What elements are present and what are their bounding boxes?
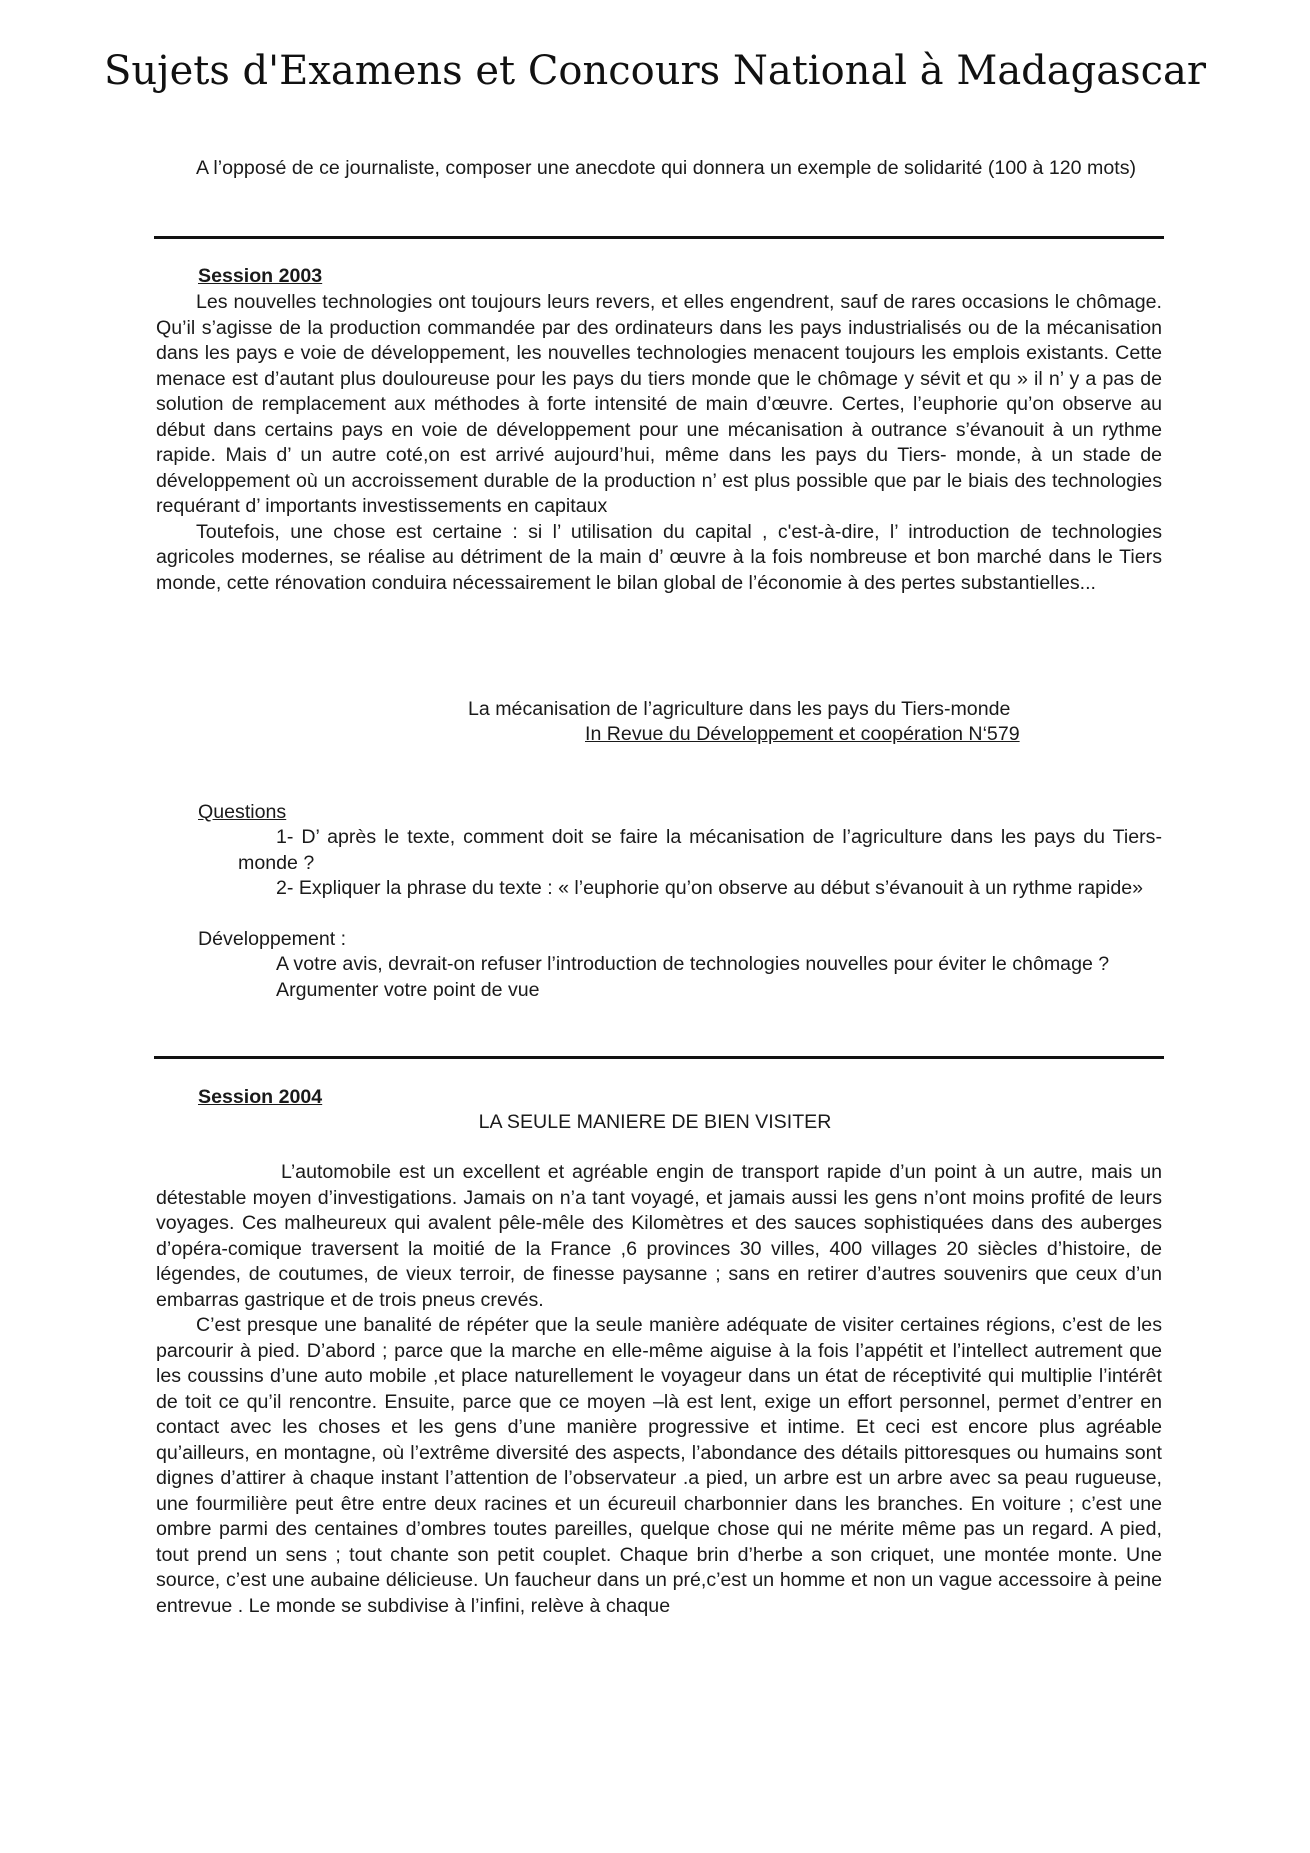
development-question: A votre avis, devrait-on refuser l’introduction de technologies nouvelles pour éviter le chômage ? [276, 953, 1110, 975]
question-2-text: 2- Expliquer la phrase du texte : « l’euphorie qu’on observe au début s’évanouit à un rythme rapide» [276, 877, 1144, 899]
source-reference: In Revue du Développement et coopération N‘579 [585, 723, 1020, 745]
session-2004-text-block [156, 1160, 1162, 1619]
session-2004-heading: Session 2004 [198, 1086, 323, 1108]
development-instruction: Argumenter votre point de vue [276, 978, 540, 1001]
question-1 [238, 825, 1162, 876]
session-2004-title: LA SEULE MANIERE DE BIEN VISITER [478, 1111, 832, 1133]
intro-paragraph: A l’opposé de ce journaliste, composer une anecdote qui donnera un exemple de solidarité (100 à 120 mots) [196, 157, 1137, 179]
questions-heading: Questions [198, 801, 287, 823]
session-2003-heading: Session 2003 [198, 265, 323, 287]
section-divider [154, 236, 1164, 239]
section-divider [154, 1056, 1164, 1059]
page-title: Sujets d'Examens et Concours National à Madagascar [104, 48, 1206, 94]
session-2003-paragraph-1: Les nouvelles technologies ont toujours leurs revers, et elles engendrent, sauf de rares occasions le chômage. Qu’il s’agisse de la production commandée par des ordinateurs dans les pays industrialisés ou de la mécanisation dans les pays e voie de développement, les nouvelles technologies menacent toujours les emplois existants. Cette menace est d’autant plus douloureuse pour les pays du tiers monde que le chômage y sévit et qu » il n’ y a pas de solution de remplacement aux méthodes à forte intensité de main d’œuvre. Certes, l’euphorie qu’on observe au début dans certains pays en voie de développement pour une mécanisation à outrance s’évanouit à un rythme rapide. Mais d’ un autre coté,on est arrivé aujourd’hui, même dans les pays du Tiers- monde, à un stade de développement où un accroissement durable de la production n’ est plus possible que par le biais des technologies requérant d’ importants investissements en capitaux [156, 291, 1162, 517]
development-block [198, 952, 1162, 1003]
source-title: La mécanisation de l’agriculture dans les pays du Tiers-monde [468, 698, 1011, 720]
session-2003-paragraph-2: Toutefois, une chose est certaine : si l’ utilisation du capital , c'est-à-dire, l’ introduction de technologies agricoles modernes, se réalise au détriment de la main d’ œuvre à la fois nombreuse et bon marché dans le Tiers monde, cette rénovation conduira nécessairement le bilan global de l’économie à des pertes substantielles... [156, 520, 1162, 594]
session-2004-paragraph-1: L’automobile est un excellent et agréable engin de transport rapide d’un point à un autre, mais un détestable moyen d’investigations. Jamais on n’a tant voyagé, et jamais aussi les gens n’ont moins profité de leurs voyages. Ces malheureux qui avalent pêle-mêle des Kilomètres et des sauces sophistiquées dans des auberges d’opéra-comique traversent la moitié de la France ,6 provinces 30 villes, 400 villages 20 siècles d’histoire, de légendes, de coutumes, de vieux terroir, de finesse paysanne ; sans en retirer d’autres souvenirs que ceux d’un embarras gastrique et de trois pneus crevés. [156, 1161, 1162, 1311]
intro-text-block [156, 156, 1162, 182]
session-2003-text-block [156, 290, 1162, 596]
question-1-text: 1- D’ après le texte, comment doit se faire la mécanisation de l’agriculture dans les pays du Tiers-monde ? [238, 826, 1162, 874]
development-heading: Développement : [198, 928, 347, 950]
question-2 [238, 876, 1162, 902]
session-2004-paragraph-2: C’est presque une banalité de répéter que la seule manière adéquate de visiter certaines régions, c’est de les parcourir à pied. D’abord ; parce que la marche en elle-même aiguise à la fois l’appétit et l’intellect autrement que les coussins d’une auto mobile ,et place naturellement le voyageur dans un état de réceptivité qui multiplie l’intérêt de toit ce qu’il rencontre. Ensuite, parce que ce moyen –là est lent, exige un effort personnel, permet d’entrer en contact avec les choses et les gens d’une manière progressive et intime. Et ceci est encore plus agréable qu’ailleurs, en montagne, où l’extrême diversité des aspects, l’abondance des détails pittoresques ou humains sont dignes d’attirer à chaque instant l’attention de l’observateur .a pied, un arbre est un arbre avec sa peau rugueuse, une fourmilière peut être entre deux racines et un écureuil charbonnier dans les branches. En voiture ; c’est une ombre parmi des centaines d’ombres toutes pareilles, quelque chose qui ne mérite même pas un regard. A pied, tout prend un sens ; tout chante son petit couplet. Chaque brin d’herbe a son criquet, une montée monte. Une source, c’est une aubaine délicieuse. Un faucheur dans un pré,c’est un homme et non un vague accessoire à peine entrevue . Le monde se subdivise à l’infini, relève à chaque [156, 1314, 1162, 1617]
